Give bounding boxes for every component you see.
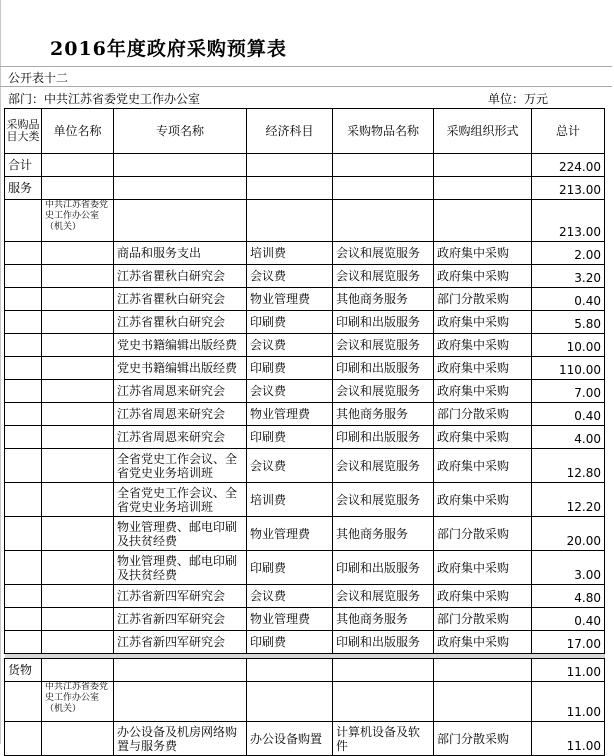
total-value: 224.00: [532, 154, 605, 177]
procurement-item: 会议和展览服务: [333, 380, 434, 403]
procurement-form: 政府集中采购: [434, 449, 532, 483]
detail-row: [5, 449, 605, 483]
detail-row: [5, 334, 605, 357]
economic-category: 物业管理费: [247, 403, 333, 426]
unit-total: 11.00: [532, 682, 605, 722]
procurement-item: 印刷和出版服务: [333, 357, 434, 380]
procurement-item: 印刷和出版服务: [333, 551, 434, 585]
procurement-form: 政府集中采购: [434, 242, 532, 265]
economic-category: 印刷费: [247, 551, 333, 585]
row-total: 0.40: [532, 403, 605, 426]
project-name: 办公设备及机房网络购置与服务费: [114, 722, 247, 756]
economic-category: 印刷费: [247, 426, 333, 449]
detail-row: [5, 483, 605, 517]
procurement-item: 会议和展览服务: [333, 483, 434, 517]
procurement-item: 其他商务服务: [333, 517, 434, 551]
column-header: 采购品目大类: [5, 109, 42, 154]
procurement-form: 政府集中采购: [434, 380, 532, 403]
procurement-form: 部门分散采购: [434, 517, 532, 551]
category-label: 服务: [5, 177, 42, 200]
procurement-form: 部门分散采购: [434, 608, 532, 631]
procurement-item: 印刷和出版服务: [333, 631, 434, 654]
row-total: 10.00: [532, 334, 605, 357]
economic-category: 印刷费: [247, 311, 333, 334]
procurement-form: 部门分散采购: [434, 403, 532, 426]
row-total: 4.80: [532, 585, 605, 608]
procurement-item: 会议和展览服务: [333, 242, 434, 265]
detail-row: [5, 311, 605, 334]
project-name: 江苏省周恩来研究会: [114, 403, 247, 426]
total-row: [5, 154, 605, 177]
category-row-goods: [5, 659, 605, 682]
detail-row: [5, 288, 605, 311]
economic-category: 办公设备购置: [247, 722, 333, 756]
row-total: 110.00: [532, 357, 605, 380]
project-name: 江苏省瞿秋白研究会: [114, 311, 247, 334]
column-header: 采购组织形式: [434, 109, 532, 154]
project-name: 党史书籍编辑出版经费: [114, 334, 247, 357]
detail-row: [5, 380, 605, 403]
unit-name: 中共江苏省委党史工作办公室（机关）: [42, 200, 114, 242]
detail-row: [5, 517, 605, 551]
row-total: 3.00: [532, 551, 605, 585]
row-total: 4.00: [532, 426, 605, 449]
procurement-form: 政府集中采购: [434, 311, 532, 334]
detail-row: [5, 265, 605, 288]
project-name: 全省党史工作会议、全省党史业务培训班: [114, 483, 247, 517]
procurement-form: 政府集中采购: [434, 631, 532, 654]
economic-category: 印刷费: [247, 631, 333, 654]
detail-row: [5, 631, 605, 654]
procurement-form: 政府集中采购: [434, 334, 532, 357]
economic-category: 培训费: [247, 242, 333, 265]
economic-category: 会议费: [247, 585, 333, 608]
page-title: 2016年度政府采购预算表: [50, 38, 287, 60]
project-name: 物业管理费、邮电印刷及扶贫经费: [114, 551, 247, 585]
row-total: 0.40: [532, 288, 605, 311]
procurement-item: 印刷和出版服务: [333, 426, 434, 449]
project-name: 江苏省瞿秋白研究会: [114, 288, 247, 311]
detail-row: [5, 242, 605, 265]
row-total: 0.40: [532, 608, 605, 631]
category-total: 11.00: [532, 659, 605, 682]
project-name: 江苏省周恩来研究会: [114, 426, 247, 449]
unit-name: 中共江苏省委党史工作办公室（机关）: [42, 682, 114, 722]
economic-category: 会议费: [247, 380, 333, 403]
category-label: 货物: [5, 659, 42, 682]
project-name: 江苏省新四军研究会: [114, 631, 247, 654]
economic-category: 会议费: [247, 334, 333, 357]
total-label: 合计: [5, 154, 42, 177]
divider: [0, 86, 612, 87]
detail-row: [5, 722, 605, 756]
divider: [0, 66, 612, 67]
unit-row-services: [5, 200, 605, 242]
project-name: 江苏省新四军研究会: [114, 585, 247, 608]
category-total: 213.00: [532, 177, 605, 200]
category-row-services: [5, 177, 605, 200]
procurement-item: 会议和展览服务: [333, 265, 434, 288]
row-total: 11.00: [532, 722, 605, 756]
row-total: 12.20: [532, 483, 605, 517]
economic-category: 培训费: [247, 483, 333, 517]
project-name: 江苏省周恩来研究会: [114, 380, 247, 403]
unit-row-goods: [5, 682, 605, 722]
procurement-form: 政府集中采购: [434, 483, 532, 517]
procurement-item: 会议和展览服务: [333, 585, 434, 608]
project-name: 江苏省瞿秋白研究会: [114, 265, 247, 288]
unit-label: 单位：万元: [488, 92, 549, 106]
detail-row: [5, 403, 605, 426]
row-total: 3.20: [532, 265, 605, 288]
economic-category: 会议费: [247, 449, 333, 483]
column-header: 采购物品名称: [333, 109, 434, 154]
procurement-item: 会议和展览服务: [333, 334, 434, 357]
row-total: 17.00: [532, 631, 605, 654]
detail-row: [5, 608, 605, 631]
procurement-form: 政府集中采购: [434, 265, 532, 288]
procurement-item: 计算机设备及软件: [333, 722, 434, 756]
department-label: 部门：中共江苏省委党史工作办公室: [8, 92, 201, 106]
row-total: 7.00: [532, 380, 605, 403]
row-total: 2.00: [532, 242, 605, 265]
budget-table: [4, 108, 605, 756]
project-name: 物业管理费、邮电印刷及扶贫经费: [114, 517, 247, 551]
column-header: 经济科目: [247, 109, 333, 154]
economic-category: 会议费: [247, 265, 333, 288]
procurement-form: 部门分散采购: [434, 722, 532, 756]
procurement-form: 政府集中采购: [434, 585, 532, 608]
economic-category: 印刷费: [247, 357, 333, 380]
row-total: 20.00: [532, 517, 605, 551]
row-total: 12.80: [532, 449, 605, 483]
economic-category: 物业管理费: [247, 288, 333, 311]
project-name: 全省党史工作会议、全省党史业务培训班: [114, 449, 247, 483]
column-header: 单位名称: [42, 109, 114, 154]
header-row: [5, 109, 605, 154]
procurement-form: 政府集中采购: [434, 551, 532, 585]
procurement-item: 其他商务服务: [333, 403, 434, 426]
economic-category: 物业管理费: [247, 608, 333, 631]
procurement-form: 政府集中采购: [434, 357, 532, 380]
project-name: 商品和服务支出: [114, 242, 247, 265]
column-header: 总计: [532, 109, 605, 154]
detail-row: [5, 357, 605, 380]
column-header: 专项名称: [114, 109, 247, 154]
detail-row: [5, 551, 605, 585]
procurement-form: 部门分散采购: [434, 288, 532, 311]
procurement-form: 政府集中采购: [434, 426, 532, 449]
procurement-item: 印刷和出版服务: [333, 311, 434, 334]
row-total: 5.80: [532, 311, 605, 334]
detail-row: [5, 585, 605, 608]
procurement-item: 其他商务服务: [333, 608, 434, 631]
project-name: 党史书籍编辑出版经费: [114, 357, 247, 380]
detail-row: [5, 426, 605, 449]
unit-total: 213.00: [532, 200, 605, 242]
sheet-number: 公开表十二: [8, 71, 69, 85]
procurement-item: 其他商务服务: [333, 288, 434, 311]
project-name: 江苏省新四军研究会: [114, 608, 247, 631]
economic-category: 物业管理费: [247, 517, 333, 551]
procurement-item: 会议和展览服务: [333, 449, 434, 483]
